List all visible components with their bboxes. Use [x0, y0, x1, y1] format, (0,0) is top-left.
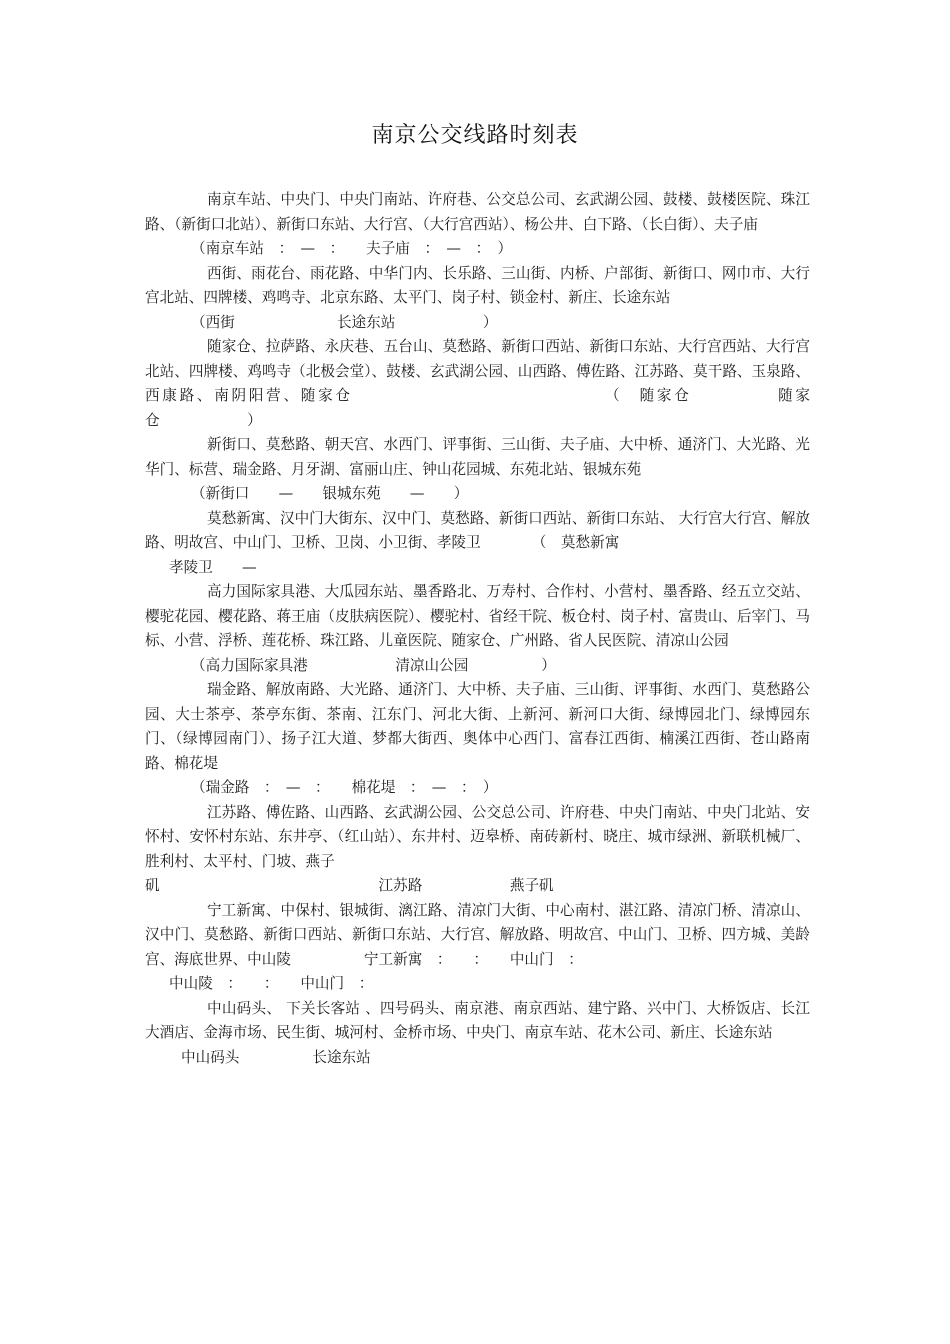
route-endpoints: （西街 长途东站 ） — [191, 313, 498, 331]
route-endpoints: 孝陵卫 — — [169, 558, 257, 576]
route-endpoints: （南京车站 ： — ： 夫子庙 ： — ： ） — [191, 240, 513, 257]
route-stops: 高力国际家具港、大瓜园东站、墨香路北、万寿村、合作村、小营村、墨香路、经五立交站、樱驼花园、樱花路、蒋王庙（皮肤病医院）、樱驼村、省经干院、板仓村、岗子村、富贵山、后宰门、马标、小营、浮桥、莲花桥、珠江路、儿童医院、随家仓、广州路、省人民医院、清凉山公园 — [145, 583, 810, 649]
page-title: 南京公交线路时刻表 — [371, 123, 579, 148]
route-stops: 随家仓、拉萨路、永庆巷、五台山、莫愁路、新街口西站、新街口东站、大行宫西站、大行宫北站、四牌楼、鸡鸣寺（北极会堂）、鼓楼、玄武湖公园、山西路、傅佐路、江苏路、莫干路、玉泉路、西康路、南阴阳营、随家仓 （ 随家仓 随家仓 ） — [145, 338, 810, 429]
route-endpoints: （瑞金路 ： — ： 棉花堤 ： — ： ） — [191, 779, 498, 796]
route-endpoints: 中山陵 ： ： 中山门 ： — [169, 975, 374, 992]
routes-list — [145, 188, 810, 1070]
route-stops: 西街、雨花台、雨花路、中华门内、长乐路、三山街、内桥、户部街、新街口、网巾市、大行宫北站、四牌楼、鸡鸣寺、北京东路、太平门、岗子村、锁金村、新庄、长途东站 — [145, 264, 810, 306]
route-stops: 莫愁新寓、汉中门大街东、汉中门、莫愁路、新街口西站、新街口东站、 大行宫大行宫、解放路、明故宫、中山门、卫桥、卫岗、小卫街、孝陵卫 （ 莫愁新寓 — [145, 509, 810, 551]
route-stops: 中山码头、 下关长客站 、四号码头、南京港、南京西站、建宁路、兴中门、大桥饭店、长江大酒店、金海市场、民生街、城河村、金桥市场、中央门、南京车站、花木公司、新庄、长途东站 — [145, 999, 810, 1041]
route-stops: 江苏路、傅佐路、山西路、玄武湖公园、公交总公司、许府巷、中央门南站、中央门北站、安怀村、安怀村东站、东井亭、（红山站）、东井村、迈皋桥、南砖新村、晓庄、城市绿洲、新联机械厂、胜利村、太平村、门坡、燕子 — [145, 803, 810, 870]
route-stops: 宁工新寓、中保村、银城街、漓江路、清凉门大街、中心南村、湛江路、清凉门桥、清凉山、汉中门、莫愁路、新街口西站、新街口东站、大行宫、解放路、明故宫、中山门、卫桥、四方城、美龄宫、海底世界、中山陵 宁工新寓 ： ： 中山门 ： — [145, 901, 810, 968]
route-endpoints: 中山码头 长途东站 — [181, 1048, 371, 1066]
route-stops: 瑞金路、解放南路、大光路、通济门、大中桥、夫子庙、三山街、评事街、水西门、莫愁路公园、大士茶亭、茶亭东街、茶南、江东门、河北大街、上新河、新河口大街、绿博园北门、绿博园东门、（绿博园南门）、扬子江大道、梦都大街西、奥体中心西门、富春江西街、楠溪江西街、苍山路南路、棉花堤 — [145, 681, 810, 772]
route-stops: 南京车站、中央门、中央门南站、许府巷、公交总公司、玄武湖公园、鼓楼、鼓楼医院、珠江路、（新街口北站）、新街口东站、大行宫、（大行宫西站）、杨公井、白下路、（长白街）、夫子庙 — [145, 191, 810, 233]
route-stops: 新街口、莫愁路、朝天宫、水西门、评事街、三山街、夫子庙、大中桥、通济门、大光路、光华门、标营、瑞金路、月牙湖、富丽山庄、钟山花园城、东苑北站、银城东苑 — [145, 436, 810, 478]
route-endpoints: 矶 江苏路 燕子矶 — [145, 877, 554, 894]
route-endpoints: （高力国际家具港 清凉山公园 ） — [191, 656, 556, 674]
route-endpoints: （新街口 — 银城东苑 — ） — [191, 485, 469, 502]
